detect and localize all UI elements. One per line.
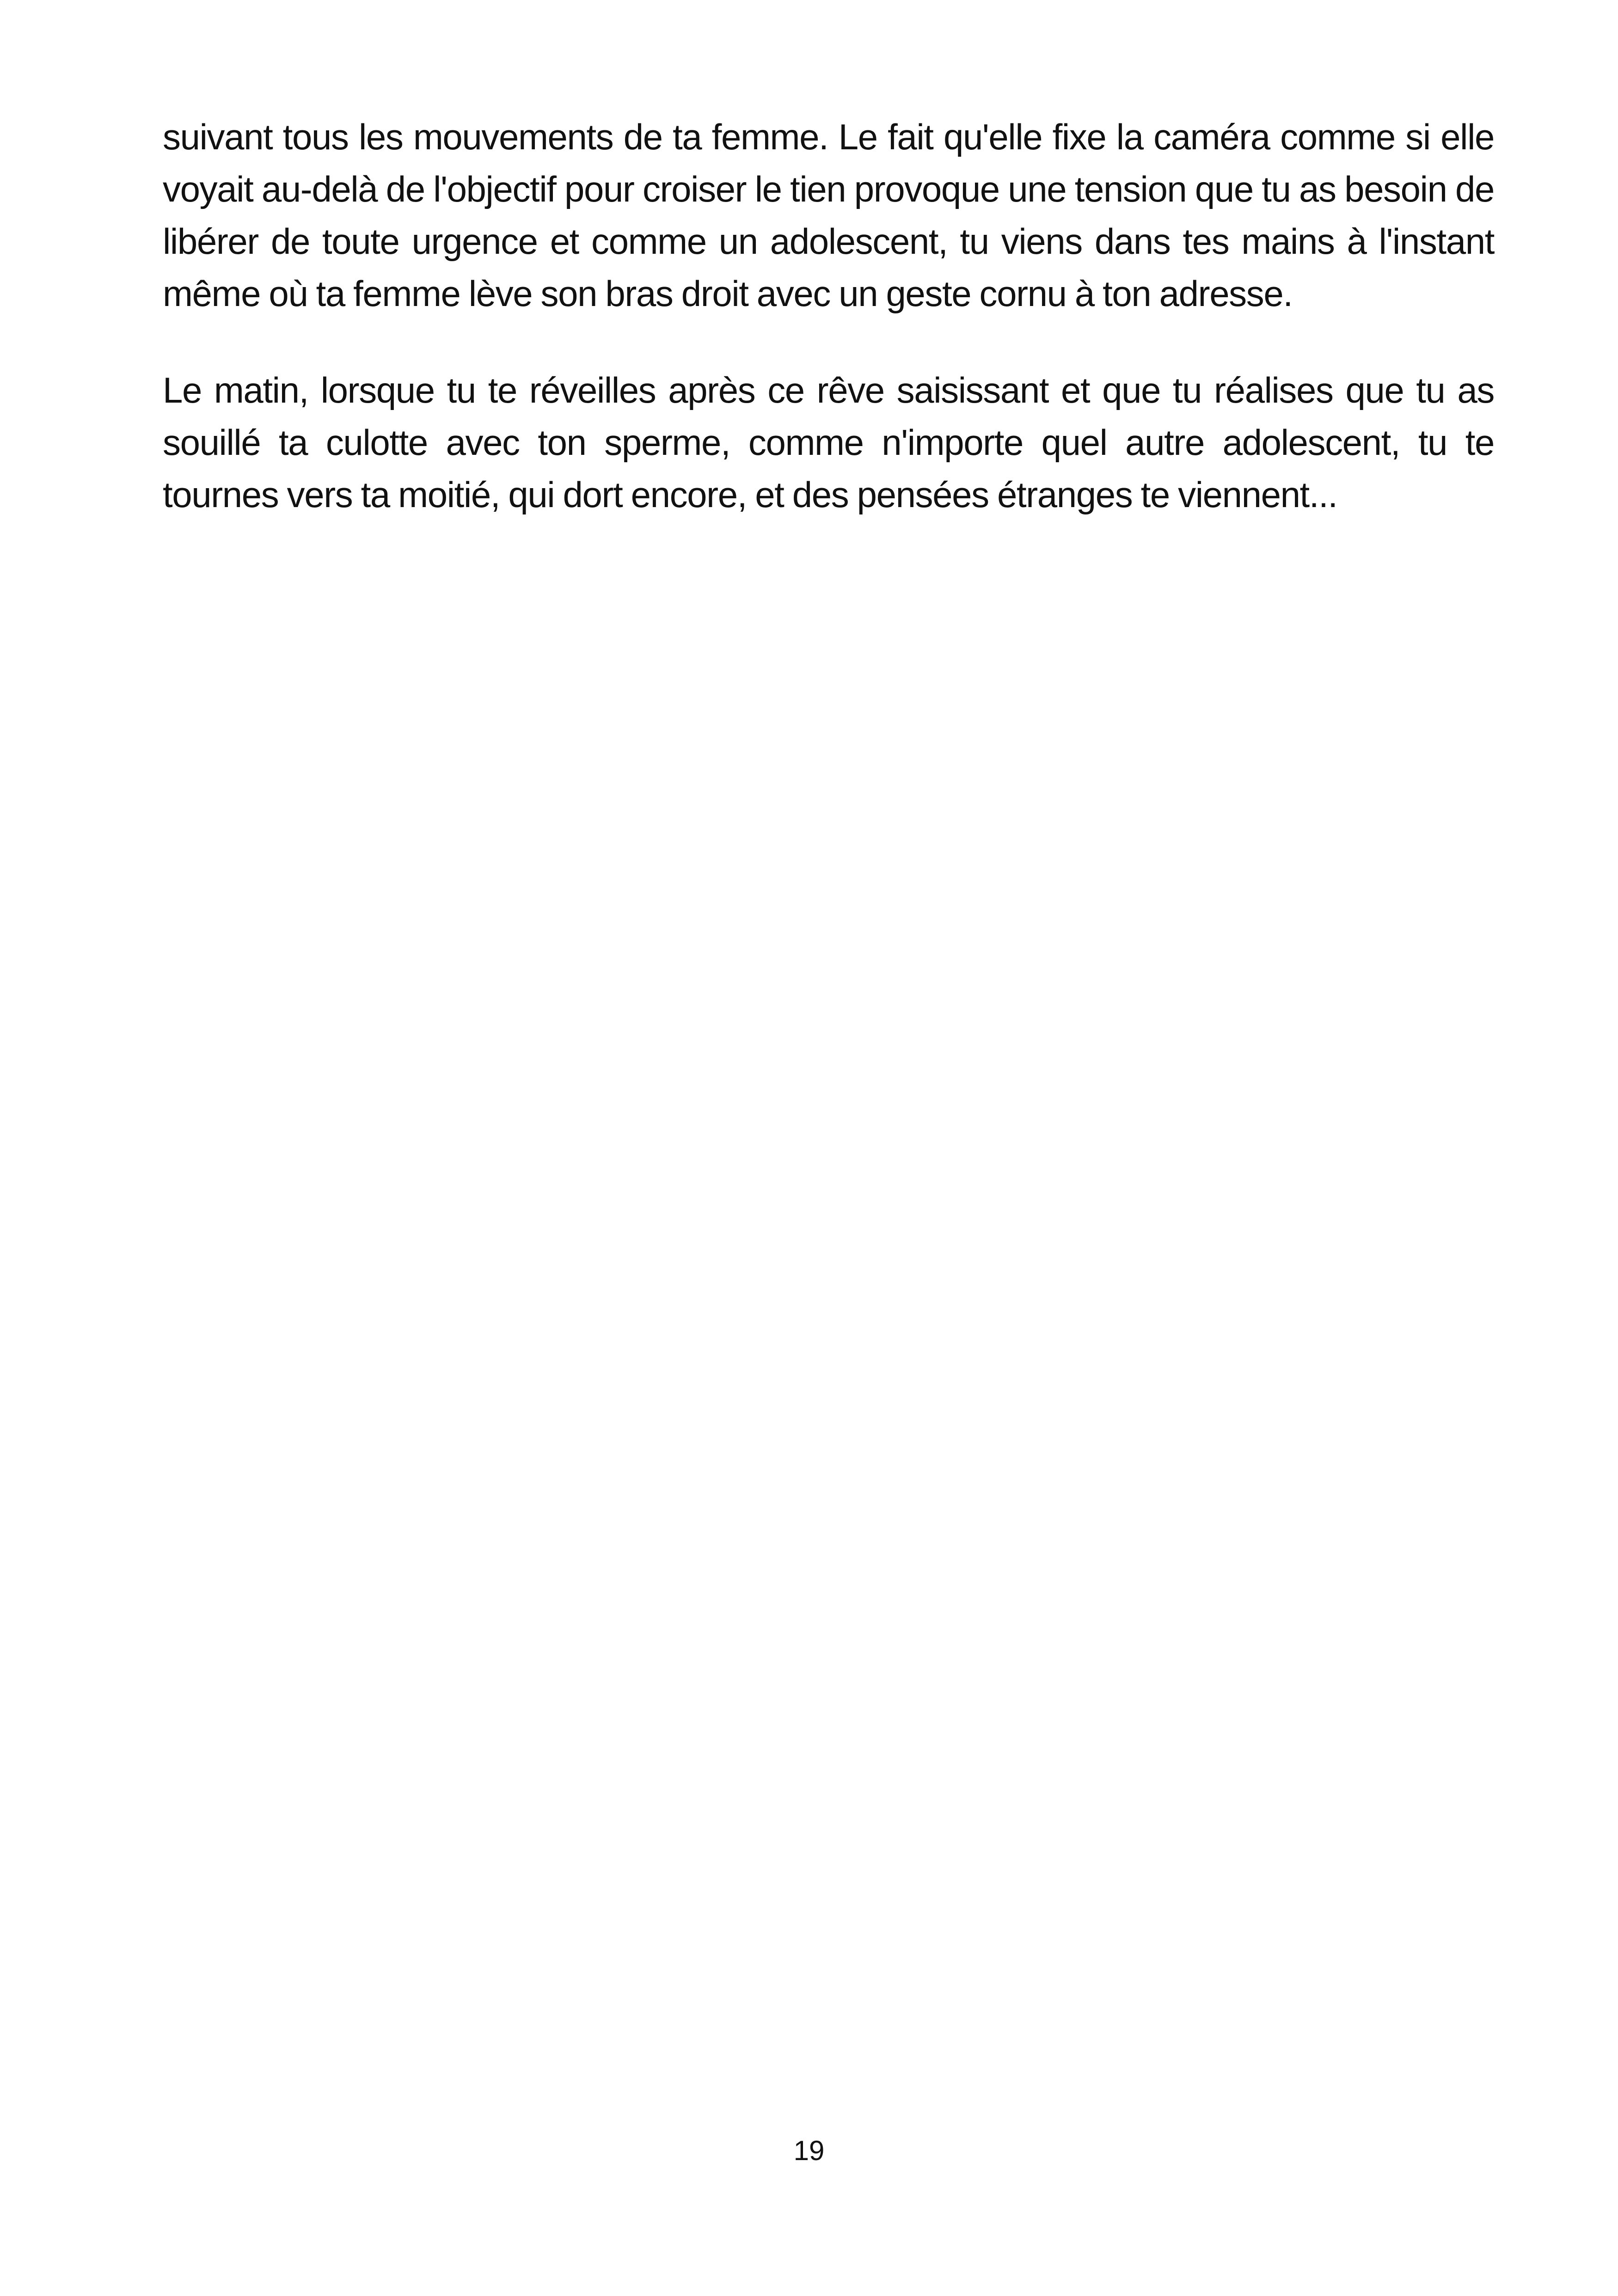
body-text [163, 111, 1494, 565]
paragraph-2: Le matin, lorsque tu te réveilles après ce rêve saisissant et que tu réalises que tu as souillé ta culotte avec ton sperme, comme n'importe quel autre adolescent, tu te tournes vers ta moitié, qui dort encore, et des pensées étranges te viennent... [163, 370, 1494, 515]
page-number: 19 [793, 2135, 825, 2166]
paragraph-1: suivant tous les mouvements de ta femme. Le fait qu'elle fixe la caméra comme si elle voyait au-delà de l'objectif pour croiser le tien provoque une tension que tu as besoin de libérer de toute urgence et comme un adolescent, tu viens dans tes mains à l'instant même où ta femme lève son bras droit avec un geste cornu à ton adresse. [163, 116, 1494, 314]
